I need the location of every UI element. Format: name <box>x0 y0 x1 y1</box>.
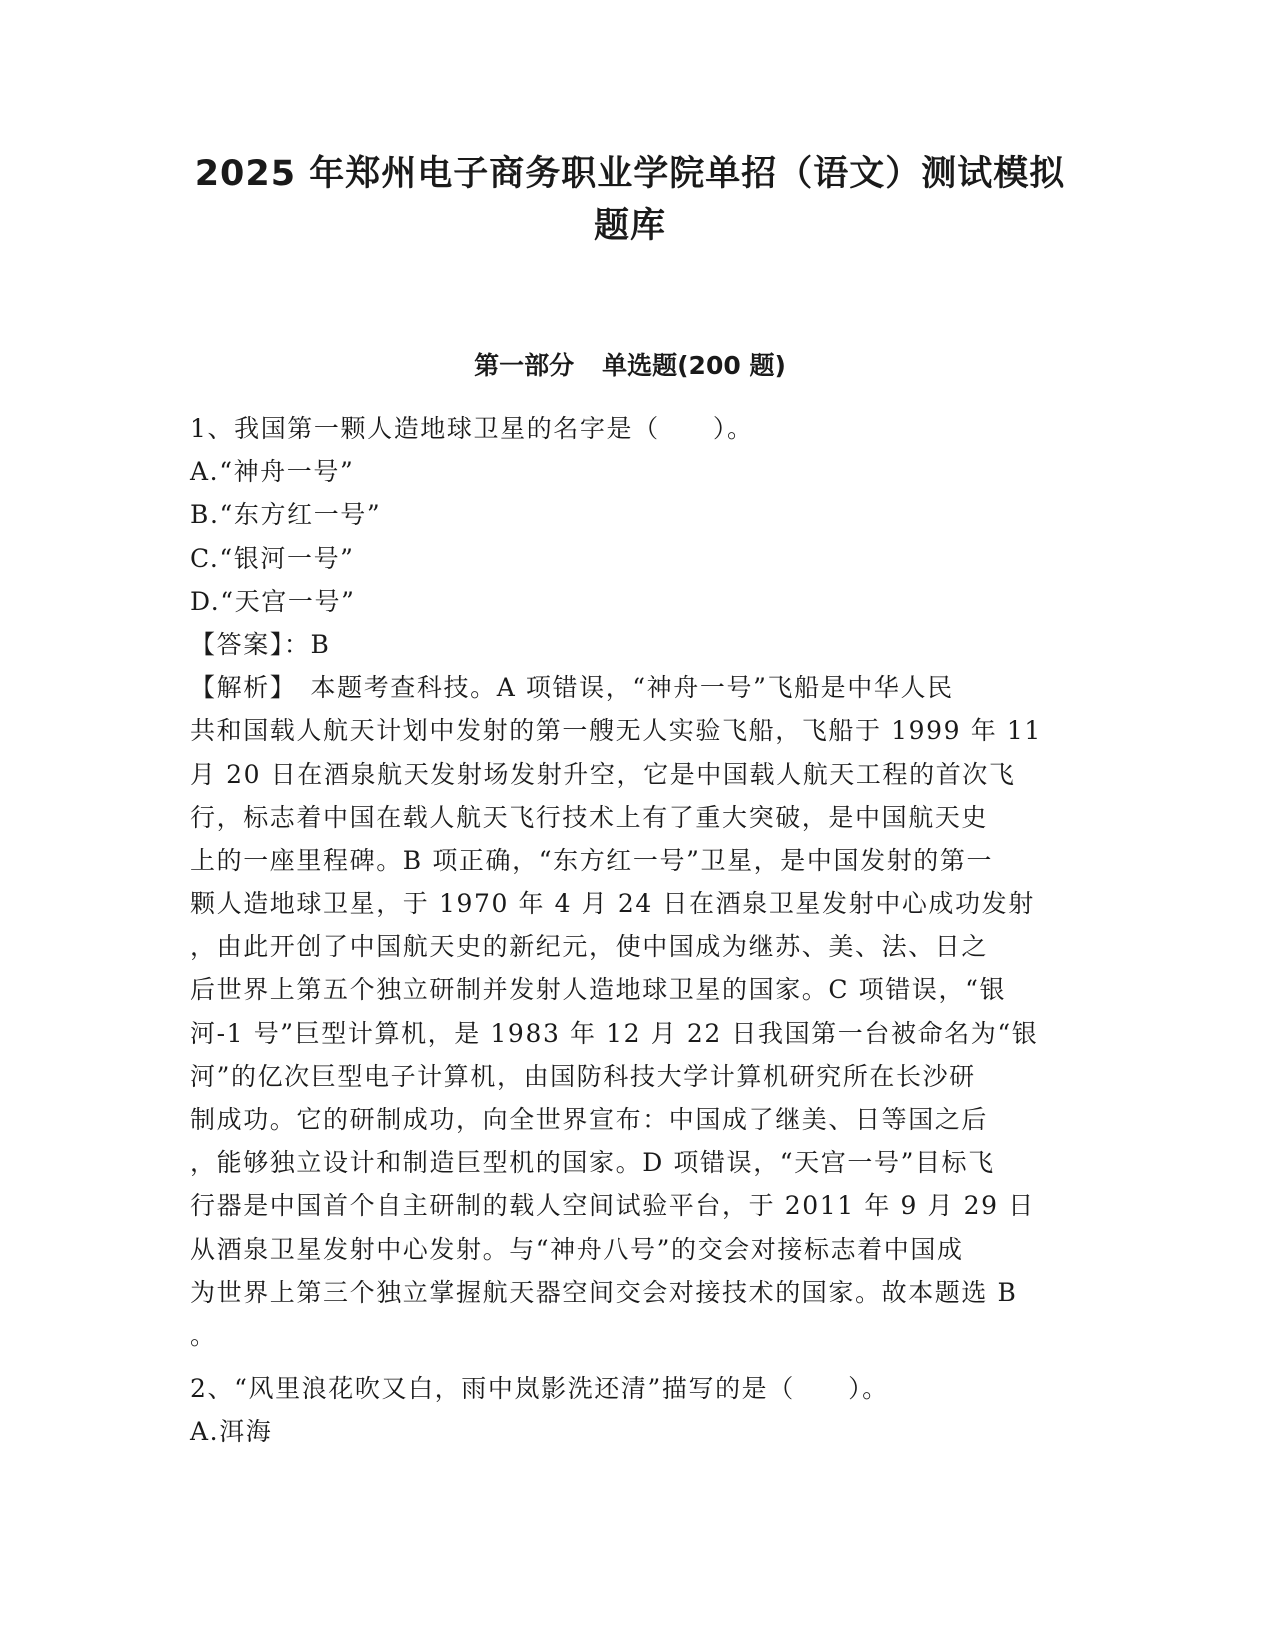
option-c: C.“银河一号” <box>190 543 355 573</box>
section-heading <box>190 350 1070 382</box>
analysis-line: 上的一座里程碑。B 项正确，“东方红一号”卫星，是中国发射的第一 <box>190 845 994 875</box>
analysis-line: 行，标志着中国在载人航天飞行技术上有了重大突破，是中国航天史 <box>190 802 989 832</box>
question-stem: 1、我国第一颗人造地球卫星的名字是（ ）。 <box>190 414 754 443</box>
question-list <box>190 407 1080 1454</box>
answer-line: 【答案】：B <box>190 629 331 659</box>
analysis-line: 为世界上第三个独立掌握航天器空间交会对接技术的国家。故本题选 B <box>190 1277 1018 1307</box>
analysis-line: 颗人造地球卫星，于 1970 年 4 月 24 日在酒泉卫星发射中心成功发射 <box>190 889 1035 919</box>
question-stem: 2、“风里浪花吹又白，雨中岚影洗还清”描写的是（ ）。 <box>190 1374 889 1404</box>
question-2 <box>190 1367 1080 1453</box>
analysis-line: 河-1 号”巨型计算机，是 1983 年 12 月 22 日我国第一台被命名为“银 <box>190 1018 1039 1048</box>
analysis-line: ，由此开创了中国航天史的新纪元，使中国成为继苏、美、法、日之 <box>190 932 989 962</box>
analysis-line: ，能够独立设计和制造巨型机的国家。D 项错误，“天宫一号”目标飞 <box>190 1148 995 1178</box>
analysis-line: 从酒泉卫星发射中心发射。与“神舟八号”的交会对接标志着中国成 <box>190 1234 964 1264</box>
section-name-label: 单选题(200 题) <box>602 351 786 380</box>
option-d: D.“天宫一号” <box>190 586 356 616</box>
analysis-line: 。 <box>190 1320 217 1350</box>
document-title-line-2: 题库 <box>593 206 666 246</box>
document-title <box>190 148 1070 252</box>
question-1 <box>190 407 1080 1357</box>
option-a: A.洱海 <box>190 1417 273 1447</box>
analysis-line: 【解析】 本题考查科技。A 项错误，“神舟一号”飞船是中华人民 <box>190 673 954 703</box>
analysis-line: 后世界上第五个独立研制并发射人造地球卫星的国家。C 项错误，“银 <box>190 975 1007 1005</box>
option-b: B.“东方红一号” <box>190 500 382 530</box>
analysis-line: 制成功。它的研制成功，向全世界宣布：中国成了继美、日等国之后 <box>190 1105 989 1134</box>
analysis-line: 行器是中国首个自主研制的载人空间试验平台，于 2011 年 9 月 29 日 <box>190 1191 1035 1221</box>
section-part-label: 第一部分 <box>474 351 575 380</box>
analysis-line: 月 20 日在酒泉航天发射场发射升空，它是中国载人航天工程的首次飞 <box>190 759 1016 789</box>
analysis-line: 河”的亿次巨型电子计算机，由国防科技大学计算机研究所在长沙研 <box>190 1061 976 1091</box>
analysis-line: 共和国载人航天计划中发射的第一艘无人实验飞船，飞船于 1999 年 11 <box>190 716 1042 746</box>
option-a: A.“神舟一号” <box>190 457 355 487</box>
analysis-block <box>190 666 1080 1357</box>
document-title-line-1: 2025 年郑州电子商务职业学院单招（语文）测试模拟 <box>194 154 1066 194</box>
